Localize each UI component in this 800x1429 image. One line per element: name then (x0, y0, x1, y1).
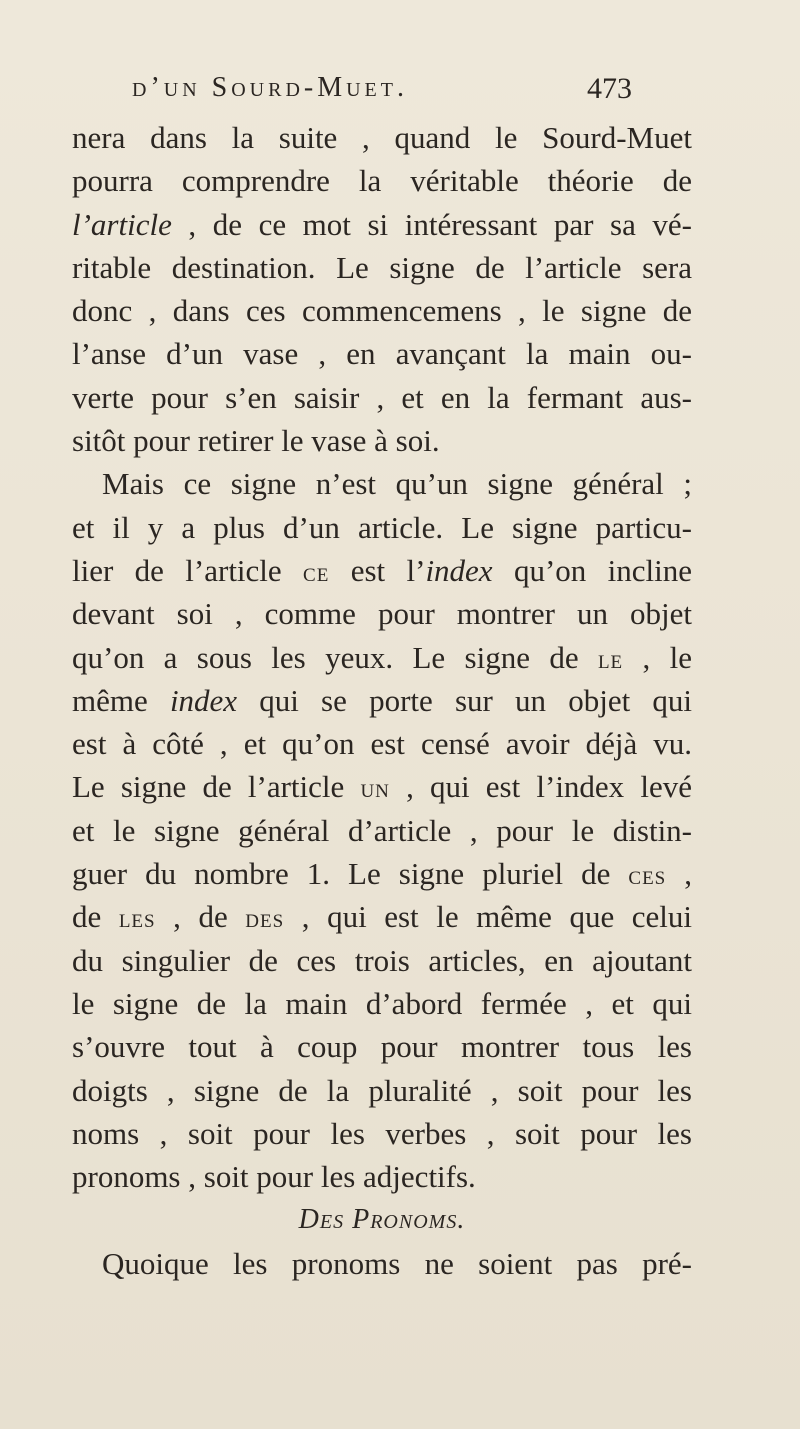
text-line (72, 636, 692, 679)
text-line: noms , soit pour les verbes , soit pour les (72, 1115, 692, 1151)
smallcaps-word: ces (628, 860, 667, 891)
text-line (72, 852, 692, 895)
text-span: , de ce mot si intéressant par sa vé- (171, 206, 692, 242)
body-text (72, 116, 692, 1285)
text-line: verte pour s’en saisir , et en la fermant aus- (72, 379, 692, 415)
text-line (72, 203, 692, 246)
smallcaps-word: le (597, 643, 624, 674)
italic-word: l’article (72, 206, 172, 242)
text-line (72, 895, 692, 938)
smallcaps-word: ce (303, 556, 330, 587)
text-line: le signe de la main d’abord fermée , et qui (72, 985, 692, 1021)
text-line (72, 549, 692, 592)
text-span: , le (623, 639, 692, 675)
italic-word: index (425, 552, 493, 588)
text-span: est l’ (329, 552, 426, 588)
text-line: devant soi , comme pour montrer un objet (72, 596, 692, 632)
text-span: , qui est l’index levé (389, 769, 692, 805)
text-line: est à côté , et qu’on est censé avoir déjà vu. (72, 726, 692, 762)
smallcaps-word: un (360, 773, 390, 804)
italic-word: index (169, 682, 238, 718)
text-line: donc , dans ces commencemens , le signe de (72, 293, 692, 329)
running-title: d’un Sourd-Muet. (132, 72, 408, 103)
text-span: même (72, 682, 170, 718)
text-span: qu’on incline (492, 552, 692, 588)
text-line: et le signe général d’article , pour le distin- (72, 812, 692, 848)
text-span: Le signe de l’article (72, 769, 361, 805)
text-line: s’ouvre tout à coup pour montrer tous les (72, 1029, 692, 1065)
text-span: , qui est le même que celui (284, 899, 692, 935)
smallcaps-word: les (118, 903, 156, 934)
text-line: Quoique les pronoms ne soient pas pré- (102, 1245, 692, 1281)
text-line: Mais ce signe n’est qu’un signe général ; (102, 466, 692, 502)
text-line: sitôt pour retirer le vase à soi. (72, 423, 440, 459)
page-number: 473 (587, 72, 632, 105)
smallcaps-word: des (245, 903, 285, 934)
text-line (72, 765, 692, 808)
text-line: du singulier de ces trois articles, en ajoutant (72, 942, 692, 978)
text-line: doigts , signe de la pluralité , soit pour les (72, 1072, 692, 1108)
text-line: ritable destination. Le signe de l’article sera (72, 249, 692, 285)
text-span: , (666, 856, 692, 892)
text-span: qui se porte sur un objet qui (237, 682, 692, 718)
text-line (72, 679, 692, 722)
text-line: l’anse d’un vase , en avançant la main ou- (72, 336, 692, 372)
text-line: pourra comprendre la véritable théorie de (72, 163, 692, 199)
page-header (132, 72, 652, 116)
text-line: pronoms , soit pour les adjectifs. (72, 1159, 476, 1195)
text-span: lier de l’article (72, 552, 304, 588)
text-span: de (72, 899, 119, 935)
text-span: , de (155, 899, 246, 935)
text-line: nera dans la suite , quand le Sourd-Muet (72, 120, 692, 155)
text-span: qu’on a sous les yeux. Le signe de (72, 639, 598, 675)
text-span: guer du nombre 1. Le signe pluriel de (72, 856, 629, 892)
text-line: et il y a plus d’un article. Le signe particu- (72, 509, 692, 545)
section-heading: Des Pronoms. (298, 1204, 466, 1236)
